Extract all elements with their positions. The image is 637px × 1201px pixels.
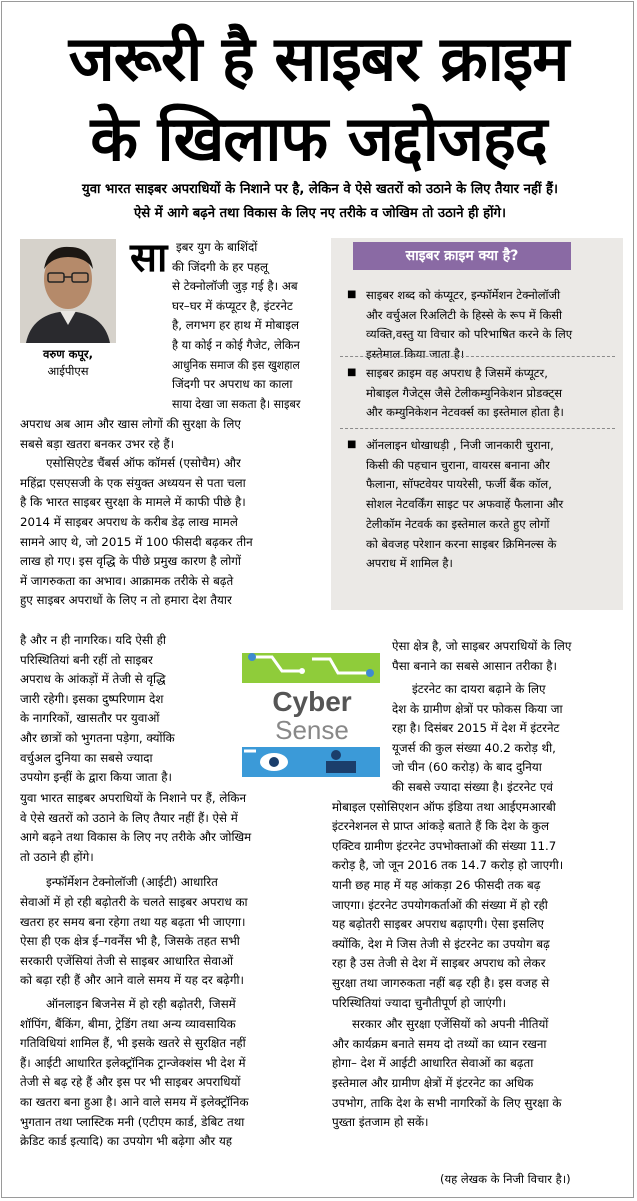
bullet-icon: ■: [347, 439, 357, 450]
author-name: वरुण कपूर,: [42, 347, 94, 361]
body-line: हैं। आईटी आधारित इलेक्ट्रॉनिक ट्रान्जेक्शंस भी देश में: [20, 1055, 246, 1070]
author-title: आईपीएस: [47, 364, 89, 378]
right-body-line: यानी छह माह में यह आंकड़ा 26 फीसदी तक बढ़: [332, 878, 541, 892]
body-line: अपराध के आंकड़ों में तेजी से वृद्धि: [20, 672, 166, 687]
body-line: उपयोग इन्हीं के द्वारा किया जाता है।: [20, 770, 172, 785]
body-line: आधुनिक समाज की इस खुशहाल: [172, 357, 300, 372]
deck-line-1: युवा भारत साइबर अपराधियों के निशाने पर है, लेकिन वे ऐसे खतरों को उठाने के लिए तैयार नहीं हैं।: [82, 182, 558, 197]
logo-word-sense: Sense: [275, 715, 349, 745]
body-line: इन्फॉर्मेशन टेक्नोलॉजी (आईटी) आधारित: [46, 875, 218, 890]
body-line: युवा भारत साइबर अपराधियों के निशाने पर हैं, लेकिन: [20, 791, 247, 805]
right-body-line: इस्तेमाल और ग्रामीण क्षेत्रों में इंटरनेट का अधिक: [332, 1076, 534, 1090]
body-line: से टेक्नोलॉजी जुड़ गई है। अब: [172, 279, 298, 294]
sidebar-item-line: और वर्चुअल रिअलिटी के हिस्से के रूप में किसी: [366, 307, 563, 322]
right-body-line: जो चीन (60 करोड़) के बाद दुनिया: [392, 760, 542, 775]
body-line: में जागरुकता का अभाव। आक्रामक तरीके से बढ़ते: [20, 573, 234, 588]
body-line: की जिंदगी के हर पहलू: [172, 259, 268, 274]
right-body-line: और कार्यक्रम बनाते समय दो तथ्यों का ध्यान रखना: [332, 1036, 547, 1051]
sidebar-item-line: अपराध में शामिल है।: [366, 556, 453, 571]
sidebar-item-line: ऑनलाइन धोखाधड़ी , निजी जानकारी चुराना,: [366, 438, 554, 452]
headline-line-2: के खिलाफ जद्दोजहद: [90, 102, 547, 175]
right-body-line: रहा है उस तेजी से देश में साइबर अपराध को लेकर: [332, 956, 546, 971]
bullet-icon: ■: [347, 289, 357, 300]
body-line: अपराध अब आम और खास लोगों की सुरक्षा के लिए: [20, 417, 241, 431]
sidebar-item-line: सोशल नेटवर्किंग साइट पर अफवाहें फैलाना और: [366, 497, 564, 512]
body-line: घर–घर में कंप्यूटर है, इंटरनेट: [172, 298, 293, 313]
right-body-line: देश के ग्रामीण क्षेत्रों पर फोकस किया जा: [392, 701, 563, 716]
body-line: सामने आए थे, जो 2015 में 100 फीसदी बढ़कर तीन: [20, 534, 253, 549]
body-line: है, लगभग हर हाथ में मोबाइल: [172, 318, 300, 333]
right-body-line: सरकार और सुरक्षा एजेंसियों को अपनी नीतियों: [352, 1017, 549, 1032]
right-body-line: करोड़ है, जो जून 2016 तक 14.7 करोड़ हो जाएगी।: [332, 858, 564, 873]
right-body-line: पुख्ता इंतजाम हो सकें।: [332, 1115, 429, 1130]
body-line: इबर युग के बाशिंदों: [176, 240, 258, 254]
sidebar-item-line: टेलीकॉम नेटवर्क का इस्तेमाल करते हुए लोगों: [366, 516, 550, 531]
body-line: क्रेडिट कार्ड इत्यादि) का उपयोग भी बढ़ेगा और यह: [20, 1134, 233, 1149]
body-line: हुए साइबर अपराधों के लिए न तो हमारा देश तैयार: [20, 593, 232, 608]
right-body-line: मोबाइल एसोसिएशन ऑफ इंडिया तथा आईएमआरबी: [332, 799, 556, 814]
right-body-line: ऐसा क्षेत्र है, जो साइबर अपराधियों के लिए: [392, 639, 572, 653]
body-line: वे ऐसे खतरों को उठाने के लिए तैयार नहीं हैं। ऐसे में: [20, 810, 238, 825]
sidebar-divider: [340, 428, 615, 429]
right-body-line: उपभोग, ताकि देश के सभी नागरिकों के लिए सुरक्षा के: [332, 1095, 562, 1110]
body-line: तो उठाने ही होंगे।: [20, 849, 94, 864]
body-line: एसोसिएटेड चैंबर्स ऑफ कॉमर्स (एसोचैम) और: [46, 456, 241, 471]
body-line: है कि भारत साइबर सुरक्षा के मामले में काफी पीछे है।: [20, 495, 246, 510]
body-line: सरकारी एजेंसियां तेजी से साइबर आधारित सेवाओं: [20, 953, 234, 968]
body-line: सबसे बड़ा खतरा बनकर उभर रहे हैं।: [20, 436, 175, 451]
body-line: है या कोई न कोई गैजेट, लेकिन: [172, 338, 300, 352]
sidebar-item-line: को बेवजह परेशान करना साइबर क्रिमिनल्स के: [366, 536, 557, 551]
body-line: शॉपिंग, बैंकिंग, बीमा, ट्रेडिंग तथा अन्य व्यावसायिक: [20, 1016, 236, 1031]
deck-line-2: ऐसे में आगे बढ़ने तथा विकास के लिए नए तरीके व जोखिम तो उठाने ही होंगे।: [134, 206, 506, 221]
sidebar-heading: साइबर क्राइम क्या है?: [353, 242, 571, 270]
body-line: तेजी से बढ़ रहे हैं और इस पर भी साइबर अपराधियों: [20, 1075, 241, 1090]
right-body-line: जाएगा। इंटरनेट उपयोगकर्ताओं की संख्या में हो रही: [332, 897, 548, 912]
body-line: और छात्रों को भुगतना पड़ेगा, क्योंकि: [20, 731, 175, 745]
body-line: का खतरा बना हुआ है। आने वाले समय में इलेक्ट्रॉनिक: [20, 1095, 249, 1109]
body-line: गतिविधियां शामिल हैं, भी इसके खतरे से सुरक्षित नहीं: [20, 1036, 246, 1051]
body-line: वर्चुअल दुनिया का सबसे ज्यादा: [20, 750, 153, 765]
body-line: परिस्थितियां बनी रहीं तो साइबर: [20, 652, 153, 667]
right-body-line: क्योंकि, देश मे जिस तेजी से इंटरनेट का उपयोग बढ़: [332, 936, 550, 951]
body-line: साया देखा जा सकता है। साइबर: [172, 396, 301, 411]
author-byline: [20, 346, 116, 380]
body-line: ऐसा ही एक क्षेत्र ई–गवर्नेंस भी है, जिसके तहत सभी: [20, 934, 240, 949]
sidebar-item-line: मोबाइल गैजेट्स जैसे टेलीकम्युनिकेशन प्रोडक्ट्स: [366, 385, 563, 400]
sidebar-item-line: इस्तेमाल किया जाता है।: [366, 347, 465, 362]
sidebar-item-line: और कम्युनिकेशन नेटवर्क्स का इस्तेमाल होता है।: [366, 405, 564, 420]
body-line: को बढ़ा रही हैं और आने वाले समय में यह दर बढ़ेगी।: [20, 973, 244, 988]
body-line: ऑनलाइन बिजनेस में हो रही बढ़ोतरी, जिसमें: [46, 997, 236, 1011]
right-body-line: इंटरनेट का दायरा बढ़ाने के लिए: [412, 682, 546, 696]
right-body-line: सुरक्षा तथा जागरुकता नहीं बढ़ रही है। इस वजह से: [332, 976, 550, 990]
right-body-line: पैसा बनाने का सबसे आसान तरीका है।: [392, 658, 558, 673]
bullet-icon: ■: [347, 367, 357, 378]
right-body-line: रहा है। दिसंबर 2015 में देश में इंटरनेट: [392, 721, 560, 736]
body-line: आगे बढ़ने तथा विकास के लिए नए तरीके और जोखिम: [20, 830, 252, 845]
cyber-sense-logo: [238, 647, 386, 783]
body-line: खतरा हर समय बना रहेगा तथा यह बढ़ता भी जाएगा।: [20, 914, 246, 929]
sidebar-item-line: साइबर क्राइम वह अपराध है जिसमें कंप्यूटर,: [366, 366, 548, 380]
body-line: के नागरिकों, खासतौर पर युवाओं: [20, 711, 160, 726]
right-body-line: की सबसे ज्यादा संख्या है। इंटरनेट एवं: [392, 780, 553, 794]
body-line: जारी रहेगी। इसका दुष्परिणाम देश: [20, 691, 164, 706]
body-line: महिंद्रा एसएसजी के एक संयुक्त अध्ययन से पता चला: [20, 475, 246, 490]
body-line: है और न ही नागरिक। यदि ऐसी ही: [20, 633, 166, 647]
body-line: सेवाओं में हो रही बढ़ोतरी के चलते साइबर अपराध का: [20, 895, 248, 909]
right-body-line: होगा– देश में आईटी आधारित सेवाओं का बढ़ता: [332, 1056, 534, 1071]
right-body-line: एक्टिव ग्रामीण इंटरनेट उपभोक्ताओं की संख्या 11.7: [332, 838, 557, 853]
body-line: जिंदगी पर अपराध का काला: [172, 377, 293, 392]
sidebar-item-line: फैलाना, सॉफ्टवेयर पायरेसी, फर्जी बैंक कॉल,: [366, 477, 552, 492]
right-body-line: यूजर्स की कुल संख्या 40.2 करोड़ थी,: [392, 740, 556, 755]
sidebar-item-line: व्यक्ति,वस्तु या विचार को परिभाषित करने के लिए: [366, 327, 573, 342]
body-line: 2014 में साइबर अपराध के करीब डेढ़ लाख मामले: [20, 515, 238, 529]
right-body-line: परिस्थितियां ज्यादा चुनौतीपूर्ण हो जाएंगी।: [332, 995, 507, 1010]
footnote: (यह लेखक के निजी विचार है।): [440, 1172, 571, 1186]
sidebar-item-line: साइबर शब्द को कंप्यूटर, इन्फॉर्मेशन टेक्नोलॉजी: [366, 288, 561, 302]
author-photo: [20, 239, 116, 343]
sidebar-item-line: किसी की पहचान चुराना, वायरस बनाना और: [366, 457, 550, 472]
logo-word-cyber: Cyber: [272, 686, 352, 717]
drop-cap: सा: [130, 235, 168, 281]
right-body-line: इंटरनेशनल से प्राप्त आंकड़े बताते हैं कि देश के कुल: [332, 819, 549, 834]
right-body-line: यह बढ़ोतरी साइबर अपराध बढ़ाएगी। ऐसा इसलिए: [332, 917, 544, 932]
body-line: लाख हो गए। इस वृद्धि के पीछे प्रमुख कारण है लोगों: [20, 554, 241, 569]
headline-line-1: जरूरी है साइबर क्राइम: [68, 22, 569, 95]
sidebar-divider: [340, 356, 615, 357]
body-line: भुगतान तथा प्लास्टिक मनी (एटीएम कार्ड, डेबिट तथा: [20, 1114, 245, 1129]
